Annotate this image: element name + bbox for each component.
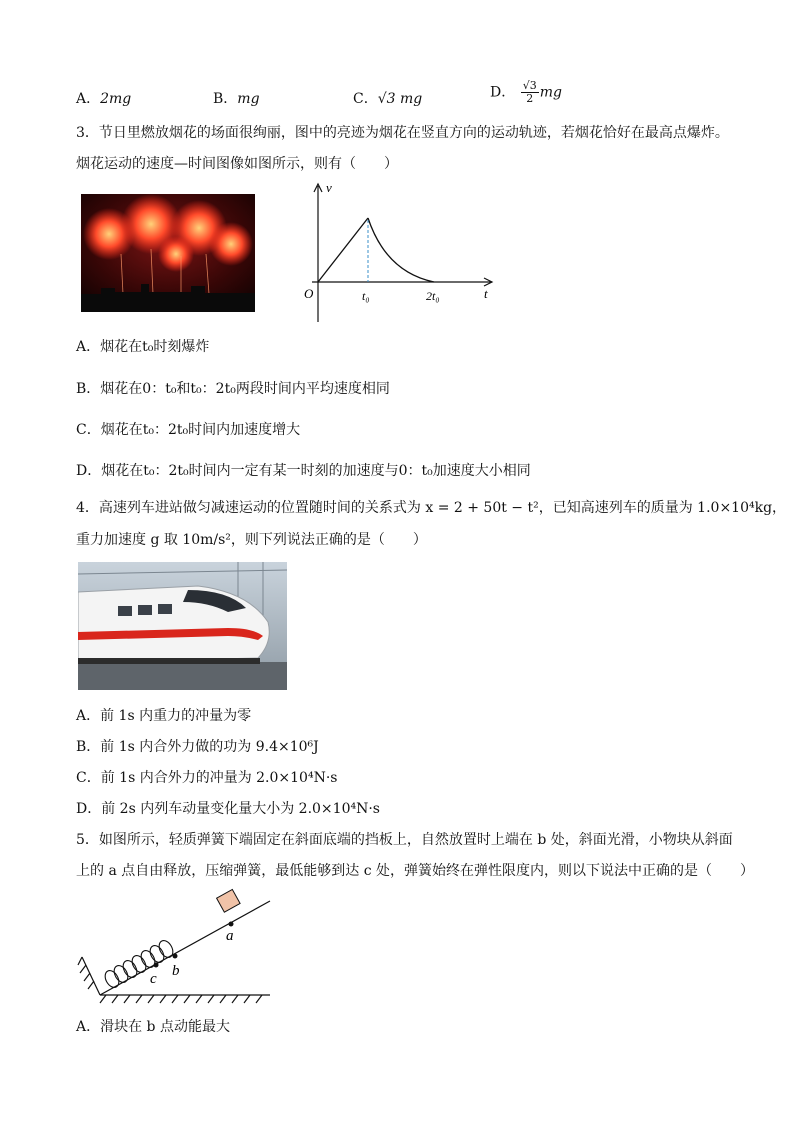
q2-option-d: D． $\frac{√3}{2}$ mg: [490, 79, 562, 105]
train-photo: [78, 562, 287, 690]
incline-spring-diagram: [78, 895, 278, 1005]
q4-option-d: D．前 2s 内列车动量变化量大小为 2.0×10⁴N·s: [76, 801, 380, 817]
q3-option-b: B．烟花在0：t₀和t₀：2t₀两段时间内平均速度相同: [76, 381, 390, 397]
v-axis-label: v: [326, 180, 332, 195]
origin-label: O: [304, 286, 314, 301]
v-t-falling-curve: [368, 218, 434, 282]
t0-tick-label: t₀: [362, 289, 370, 303]
spring: [102, 938, 175, 990]
t-axis-label: t: [484, 286, 488, 301]
point-b: [173, 954, 178, 959]
2t0-tick-label: 2t₀: [426, 289, 440, 303]
q4-option-c: C．前 1s 内合外力的冲量为 2.0×10⁴N·s: [76, 770, 338, 786]
q2-option-b: B．mg: [213, 91, 260, 107]
fireworks-photo: [81, 194, 255, 312]
q4-stem-line1: 4．高速列车进站做匀减速运动的位置随时间的关系式为 x = 2 + 50t − t²，已知高速列车的质量为 1.0×10⁴kg，: [76, 500, 787, 516]
q4-stem-line2: 重力加速度 g 取 10m/s²，则下列说法正确的是（ ）: [76, 532, 427, 548]
label-c: c: [150, 971, 157, 987]
q3-option-a: A．烟花在t₀时刻爆炸: [76, 339, 210, 355]
q4-option-b: B．前 1s 内合外力做的功为 9.4×10⁶J: [76, 739, 319, 755]
point-c: [154, 963, 159, 968]
fraction-sqrt3-over-2: $\frac{√3}{2}$: [522, 79, 537, 105]
label-a: a: [226, 928, 234, 944]
q3-stem-line1: 3．节日里燃放烟花的场面很绚丽，图中的亮迹为烟花在竖直方向的运动轨迹，若烟花恰好在最高点爆炸。: [76, 125, 729, 141]
q3-option-d: D．烟花在t₀：2t₀时间内一定有某一时刻的加速度与0：t₀加速度大小相同: [76, 463, 531, 479]
q5-stem-line1: 5．如图所示，轻质弹簧下端固定在斜面底端的挡板上，自然放置时上端在 b 处，斜面光滑，小物块从斜面: [76, 832, 733, 848]
label-b: b: [172, 963, 180, 979]
q4-option-a: A．前 1s 内重力的冲量为零: [76, 708, 252, 724]
q2-option-c: C．√3 mg: [353, 91, 423, 107]
q2-option-a: A．2mg: [76, 91, 132, 107]
q3-option-c: C．烟花在t₀：2t₀时间内加速度增大: [76, 422, 301, 438]
q5-option-a: A．滑块在 b 点动能最大: [76, 1019, 230, 1035]
q3-stem-line2: 烟花运动的速度—时间图像如图所示，则有（ ）: [76, 156, 398, 172]
point-a: [229, 922, 234, 927]
v-t-rising-line: [318, 218, 368, 282]
sliding-block: [217, 889, 241, 912]
velocity-time-graph: [296, 182, 496, 322]
q5-stem-line2: 上的 a 点自由释放，压缩弹簧，最低能够到达 c 处，弹簧始终在弹性限度内，则以下说法中正确的是（ ）: [76, 863, 754, 879]
